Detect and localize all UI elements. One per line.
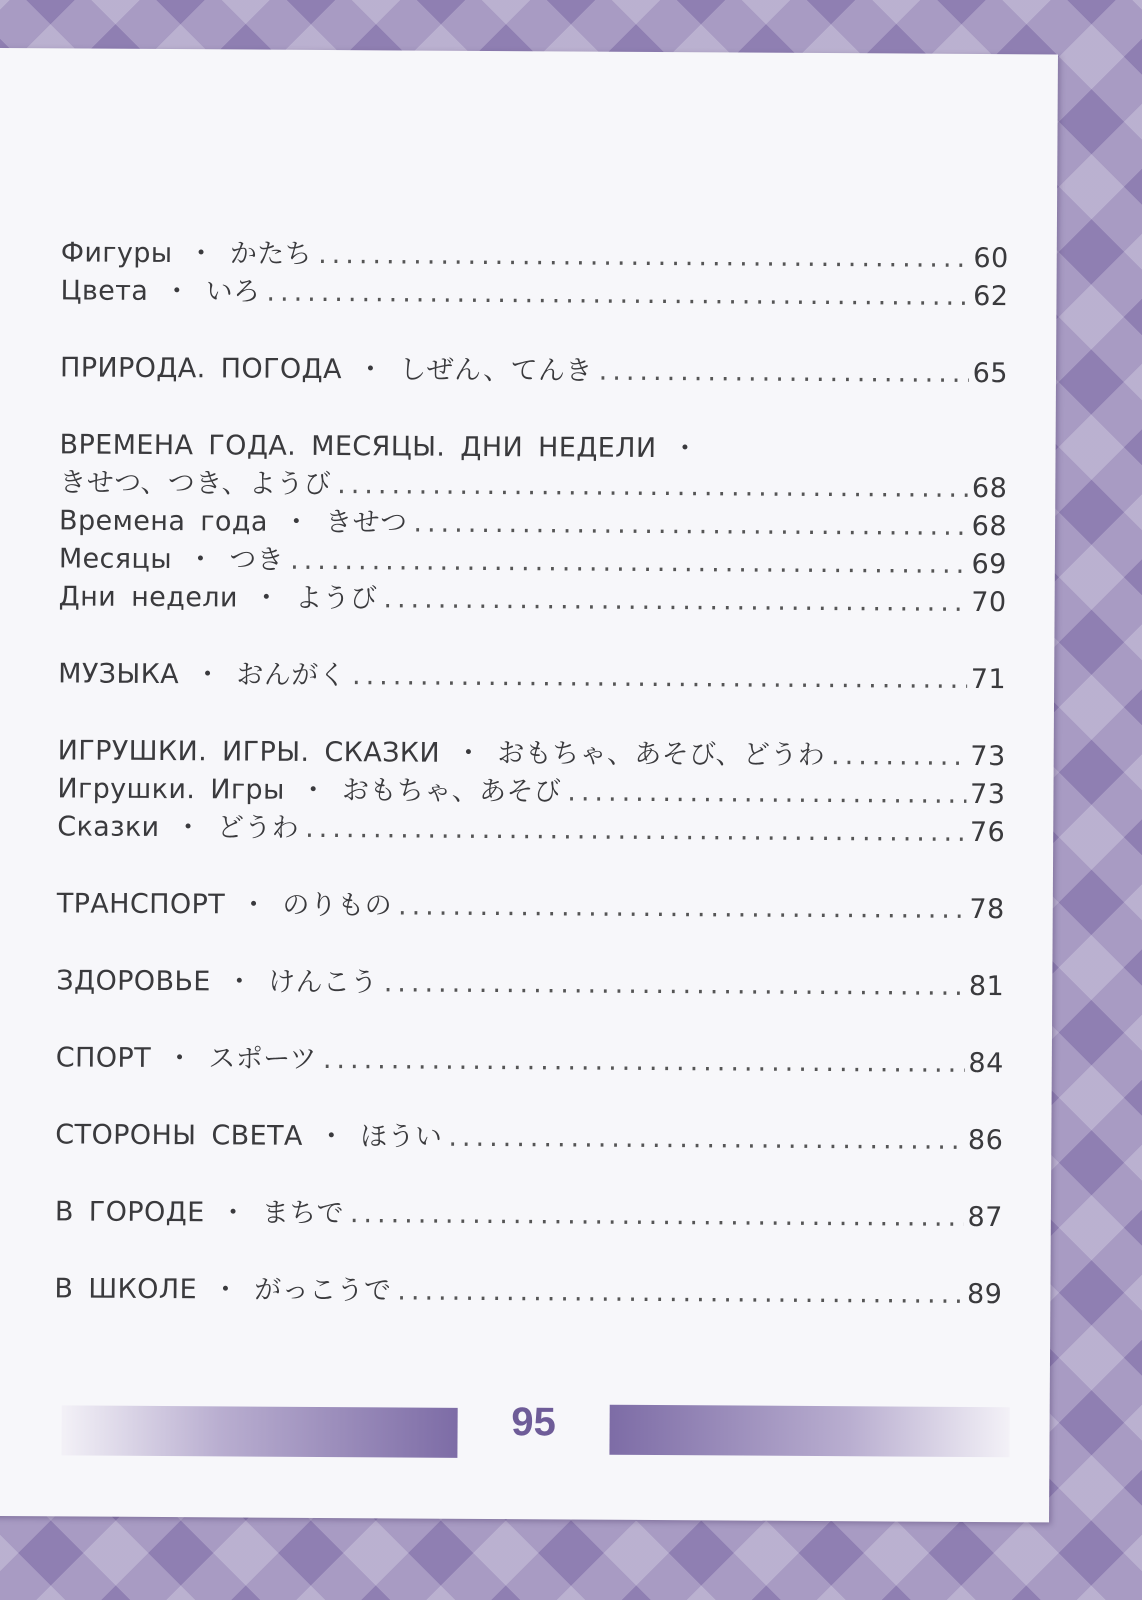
- toc-entry-page: 68: [971, 510, 1008, 543]
- toc-entry-health: [56, 958, 1004, 1004]
- toc-dot-leader: [352, 659, 967, 697]
- toc-dot-leader: [266, 276, 969, 314]
- toc-entry-weekdays: [59, 574, 1007, 620]
- toc-dot-leader: [323, 1043, 965, 1081]
- toc-entry-page: 84: [968, 1047, 1004, 1080]
- toc-entry-title: Месяцы ・ つき: [58, 543, 285, 576]
- toc-entry-page: 86: [967, 1124, 1004, 1157]
- toc-entry-title: ТРАНСПОРТ ・ のりもの: [56, 888, 393, 922]
- toc-entry-tales: [57, 804, 1005, 850]
- toc-entry-title: В ГОРОДЕ ・ まちで: [54, 1196, 344, 1230]
- toc-dot-leader: [448, 1121, 964, 1158]
- toc-entry-title: ИГРУШКИ. ИГРЫ. СКАЗКИ ・ おもちゃ、あそび、どうわ: [57, 735, 826, 772]
- toc-dot-leader: [397, 1274, 963, 1311]
- toc-entry-page: 69: [971, 548, 1007, 581]
- toc-entry-music: [58, 651, 1006, 697]
- toc-entry-page: 76: [969, 816, 1006, 849]
- toc-entry-page: 70: [971, 586, 1007, 619]
- toc-entry-page: 71: [970, 663, 1007, 696]
- toc-entry-title: СПОРТ ・ スポーツ: [55, 1042, 318, 1075]
- table-of-contents: [54, 230, 1009, 1311]
- toc-dot-leader: [567, 775, 966, 811]
- toc-entry-page: 87: [967, 1201, 1003, 1234]
- toc-entry-colors: [60, 268, 1008, 314]
- toc-entry-title: Времена года ・ きせつ: [59, 505, 408, 539]
- toc-dot-leader: [383, 582, 967, 620]
- toc-entry-sport: [56, 1035, 1004, 1081]
- toc-entry-at-school: [54, 1266, 1002, 1312]
- book-page: [0, 48, 1058, 1522]
- toc-entry-page: 81: [968, 970, 1005, 1003]
- toc-entry-title: МУЗЫКА ・ おんがく: [58, 658, 347, 692]
- toc-dot-leader: [384, 966, 965, 1004]
- toc-dot-leader: [350, 1197, 964, 1235]
- toc-entry-nature-weather: [60, 345, 1008, 391]
- toc-entry-title: Фигуры ・ かたち: [60, 237, 313, 270]
- toc-entry-title: きせつ、つき、ようび: [59, 467, 332, 501]
- toc-entry-page: 62: [973, 280, 1009, 313]
- toc-entry-title: Дни недели ・ ようび: [58, 581, 378, 615]
- page-footer: [61, 1393, 1009, 1459]
- toc-entry-in-the-city: [55, 1189, 1003, 1235]
- toc-entry-page: 89: [966, 1278, 1003, 1311]
- footer-bar-left: [61, 1405, 457, 1457]
- toc-dot-leader: [831, 739, 966, 774]
- footer-bar-right: [609, 1405, 1009, 1457]
- toc-dot-leader: [305, 812, 966, 850]
- toc-entry-transport: [57, 881, 1005, 927]
- toc-entry-page: 68: [971, 472, 1008, 505]
- toc-entry-title: ЗДОРОВЬЕ ・ けんこう: [56, 965, 378, 999]
- toc-entry-page: 65: [972, 357, 1009, 390]
- toc-entry-page: 73: [970, 740, 1006, 773]
- toc-entry-page: 78: [969, 893, 1005, 926]
- toc-entry-cardinal-directions: [55, 1112, 1003, 1158]
- toc-entry-title: СТОРОНЫ СВЕТА ・ ほうい: [55, 1119, 443, 1153]
- toc-dot-leader: [599, 355, 969, 391]
- toc-entry-title: В ШКОЛЕ ・ がっこうで: [54, 1273, 392, 1307]
- toc-dot-leader: [398, 889, 966, 926]
- toc-entry-title: Игрушки. Игры ・ おもちゃ、あそび: [57, 773, 562, 808]
- toc-entry-page: 60: [973, 242, 1009, 275]
- toc-entry-title: ПРИРОДА. ПОГОДА ・ しぜん、てんき: [59, 352, 593, 387]
- page-number: 95: [511, 1400, 556, 1445]
- toc-entry-title: Сказки ・ どうわ: [57, 811, 300, 844]
- toc-entry-title: Цвета ・ いろ: [60, 275, 261, 308]
- toc-entry-page: 73: [970, 778, 1006, 811]
- toc-entry-title: ВРЕМЕНА ГОДА. МЕСЯЦЫ. ДНИ НЕДЕЛИ ・: [59, 429, 699, 465]
